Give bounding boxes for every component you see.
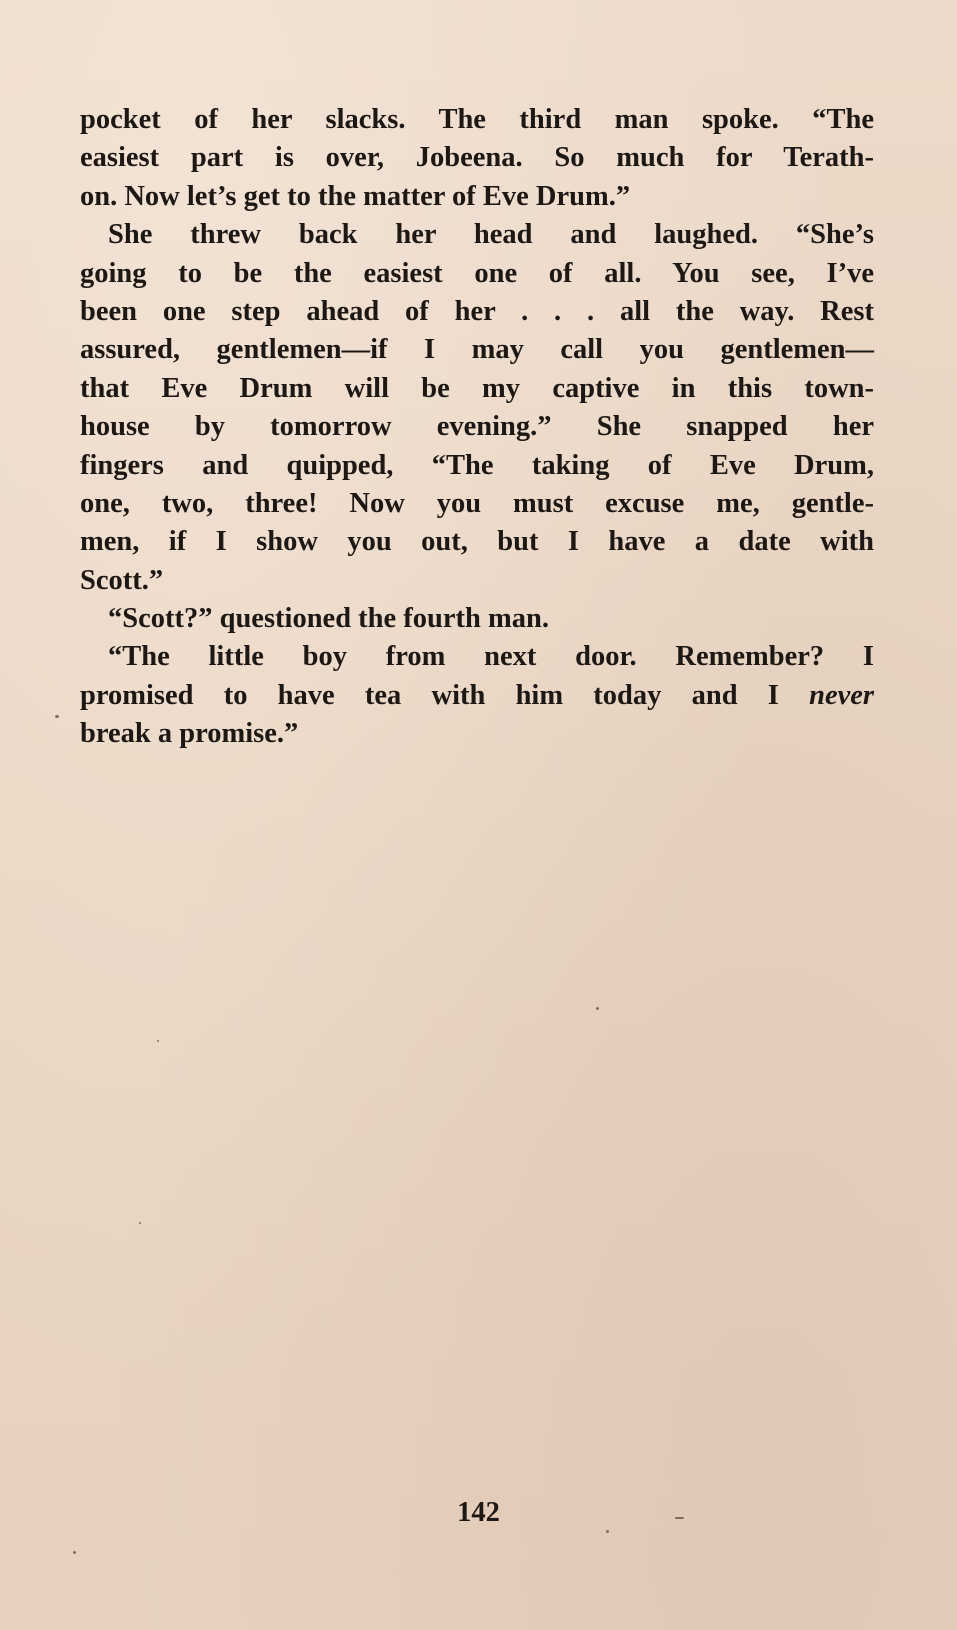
paper-speck <box>139 1222 141 1224</box>
paper-speck <box>596 1007 599 1010</box>
text-line: going to be the easiest one of all. You see, I’ve <box>80 257 874 289</box>
text-line: “Scott?” questioned the fourth man. <box>108 603 549 635</box>
text-line: pocket of her slacks. The third man spoke. “The <box>80 104 874 135</box>
paper-speck <box>55 715 59 718</box>
body-text <box>80 101 874 754</box>
text-line: Scott.” <box>80 564 164 596</box>
text-line: on. Now let’s get to the matter of Eve Drum.” <box>80 180 631 212</box>
text-line: “The little boy from next door. Remember? I <box>108 641 874 673</box>
paper-speck <box>606 1530 609 1533</box>
text-line: been one step ahead of her . . . all the way. Rest <box>80 295 874 327</box>
text-line-part: promised to have tea with him today and I <box>80 679 779 711</box>
text-line: house by tomorrow evening.” She snapped her <box>80 411 874 443</box>
page-number: 142 <box>457 1497 500 1528</box>
text-line: assured, gentlemen—if I may call you gentlemen— <box>80 334 874 366</box>
paper-speck <box>157 1040 159 1042</box>
paper-speck <box>73 1551 76 1554</box>
text-line: one, two, three! Now you must excuse me, gentle- <box>80 487 874 519</box>
text-line: fingers and quipped, “The taking of Eve Drum, <box>80 449 874 481</box>
paper-speck <box>675 1517 684 1519</box>
text-line: She threw back her head and laughed. “She’s <box>108 219 874 251</box>
text-line: easiest part is over, Jobeena. So much for Terath- <box>80 142 874 174</box>
text-line <box>80 677 874 715</box>
text-line: that Eve Drum will be my captive in this town- <box>80 372 874 404</box>
text-line: men, if I show you out, but I have a date with <box>80 526 874 558</box>
italic-word: never <box>809 679 875 711</box>
text-line: break a promise.” <box>80 718 299 750</box>
